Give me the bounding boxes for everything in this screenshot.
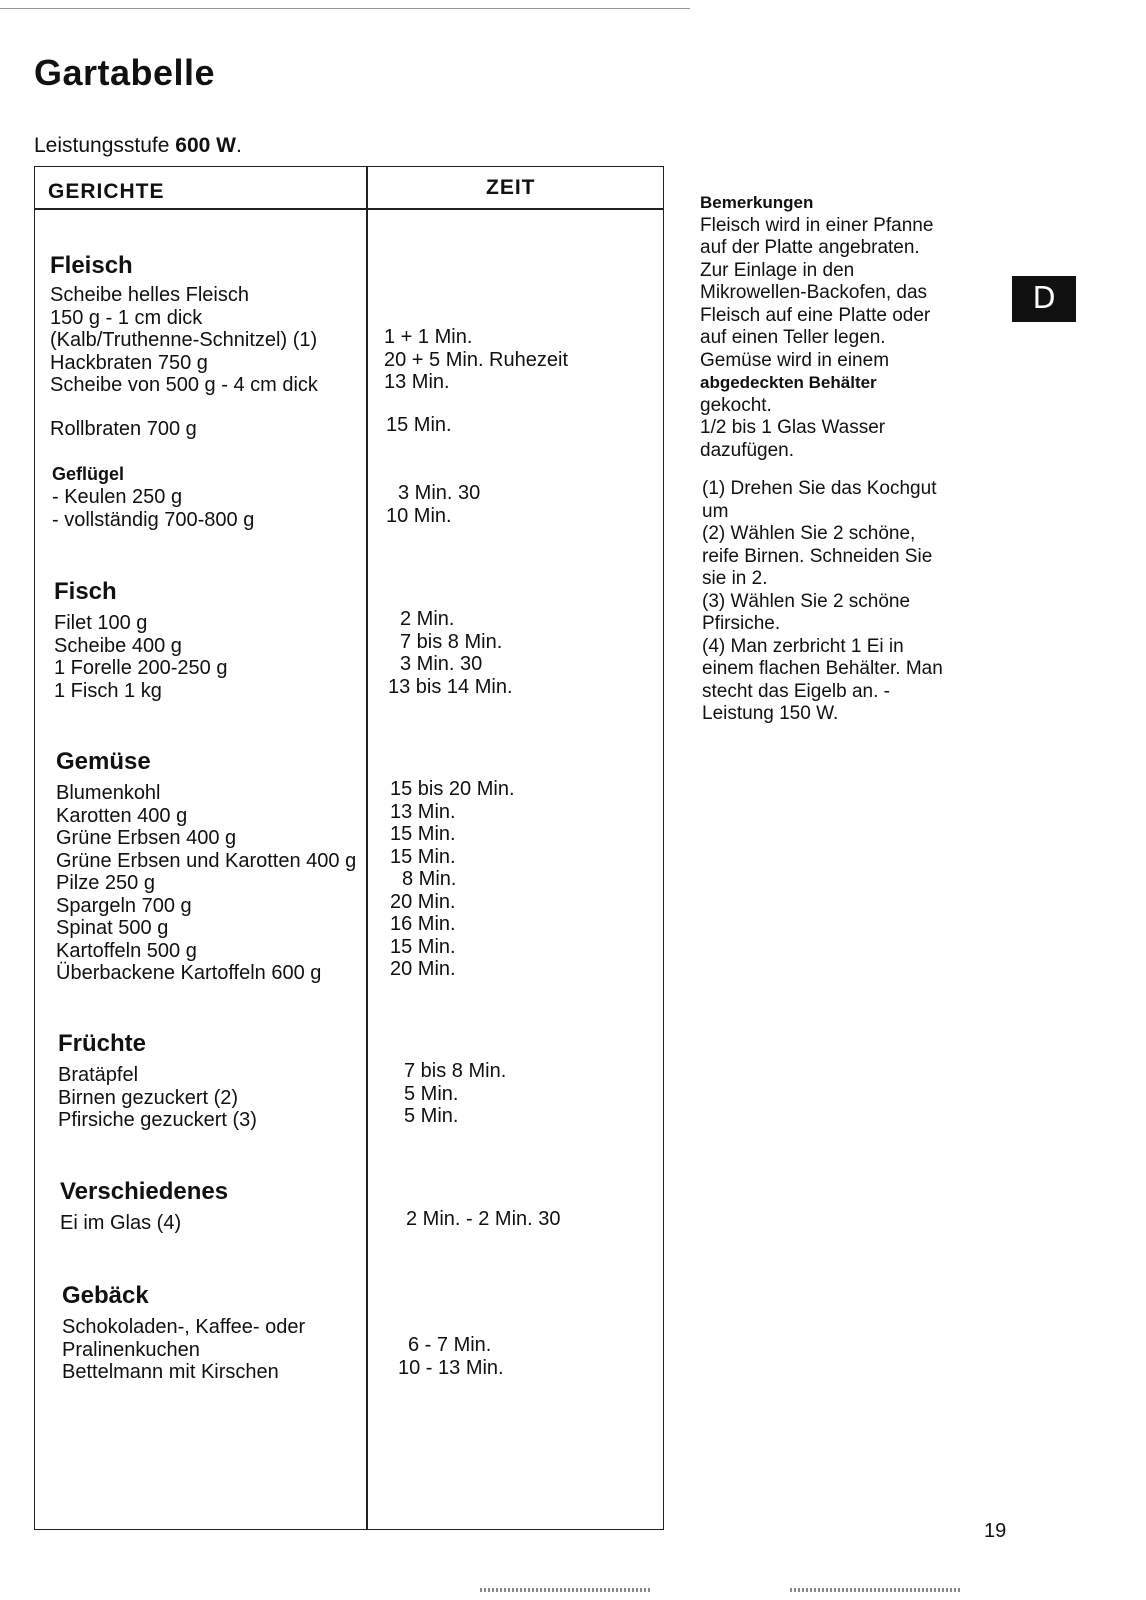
note-line: 1/2 bis 1 Glas Wasser — [700, 417, 886, 438]
footnote-line: sie in 2. — [702, 568, 768, 589]
time-line: 20 Min. — [390, 890, 456, 913]
dish-line: Grüne Erbsen und Karotten 400 g — [56, 849, 357, 872]
section-title-fleisch: Fleisch — [50, 252, 133, 279]
dish-line: Blumenkohl — [56, 782, 161, 804]
dish-line: 1 Forelle 200-250 g — [54, 657, 228, 679]
section-title-gefluegel: Geflügel — [52, 464, 125, 484]
dish-line: 150 g - 1 cm dick — [50, 306, 203, 329]
section-fleisch-times — [384, 326, 568, 394]
section-title-verschiedenes: Verschiedenes — [60, 1178, 229, 1205]
section-gefluegel-times — [386, 482, 480, 527]
footnote-line: Leistung 150 W. — [702, 703, 839, 724]
dish-line: Scheibe von 500 g - 4 cm dick — [50, 374, 318, 396]
section-gemuese-dishes — [56, 782, 356, 985]
time-line: 13 bis 14 Min. — [388, 675, 513, 698]
footnote-line: einem flachen Behälter. Man — [702, 658, 943, 679]
time-line: 13 Min. — [384, 371, 450, 393]
notes-block — [700, 192, 933, 462]
section-gefluegel-dishes — [52, 486, 254, 531]
dish-line: - Keulen 250 g — [52, 486, 183, 508]
note-line: Fleisch auf eine Platte oder — [700, 304, 931, 326]
dish-line: Spinat 500 g — [56, 917, 169, 939]
time-line: 20 Min. — [390, 958, 456, 980]
section-gebaeck-times — [398, 1334, 504, 1379]
dish-line: Bratäpfel — [58, 1064, 139, 1086]
dish-line: Bettelmann mit Kirschen — [62, 1361, 279, 1383]
section-fleisch-dishes — [50, 284, 318, 397]
time-line: 15 Min. — [390, 823, 456, 845]
section-title-fruechte: Früchte — [58, 1030, 147, 1057]
section-fruechte-times — [404, 1060, 506, 1128]
time-line: 2 Min. - 2 Min. 30 — [406, 1208, 561, 1230]
time-line: 15 bis 20 Min. — [390, 778, 515, 800]
language-tab: D — [1012, 276, 1076, 322]
time-line: 5 Min. — [404, 1082, 459, 1105]
time-line: 2 Min. — [400, 608, 455, 630]
footnote-line: (4) Man zerbricht 1 Ei in — [702, 635, 904, 657]
dish-line: Karotten 400 g — [56, 804, 188, 827]
dish-line: Rollbraten 700 g — [50, 418, 197, 440]
time-line: 7 bis 8 Min. — [400, 630, 503, 653]
dish-line: Pfirsiche gezuckert (3) — [58, 1109, 257, 1131]
time-line: 10 Min. — [386, 504, 452, 527]
section-title-gebaeck: Gebäck — [62, 1282, 149, 1309]
section-fruechte-dishes — [58, 1064, 257, 1132]
col-header-time: ZEIT — [486, 176, 536, 199]
table-header-rule — [34, 208, 664, 210]
footnotes-block — [702, 478, 943, 726]
footnote-line: (3) Wählen Sie 2 schöne — [702, 590, 911, 612]
section-fisch-times — [388, 608, 513, 698]
power-level: Leistungsstufe 600 W. — [34, 134, 242, 157]
dish-line: Spargeln 700 g — [56, 894, 192, 917]
dish-line: (Kalb/Truthenne-Schnitzel) (1) — [50, 329, 318, 351]
note-line: gekocht. — [700, 394, 772, 416]
dish-line: - vollständig 700-800 g — [52, 508, 255, 531]
dish-line: Pralinenkuchen — [62, 1338, 200, 1361]
table-column-divider — [366, 166, 368, 1530]
col-header-dishes: GERICHTE — [48, 180, 165, 203]
time-line: 6 - 7 Min. — [408, 1334, 492, 1356]
dish-line: Schokoladen-, Kaffee- oder — [62, 1316, 306, 1338]
page-title: Gartabelle — [34, 52, 216, 93]
footnote-line: (2) Wählen Sie 2 schöne, — [702, 523, 916, 544]
footnote-line: (1) Drehen Sie das Kochgut — [702, 478, 937, 499]
time-line: 5 Min. — [404, 1105, 459, 1127]
note-line: dazufügen. — [700, 439, 795, 461]
time-line: 7 bis 8 Min. — [404, 1060, 507, 1082]
note-line: Zur Einlage in den — [700, 259, 855, 281]
section-gemuese-times — [390, 778, 515, 981]
dish-line: Kartoffeln 500 g — [56, 939, 197, 962]
dish-line: Scheibe helles Fleisch — [50, 284, 249, 306]
dish-line: Überbackene Kartoffeln 600 g — [56, 962, 322, 984]
footnote-line: stecht das Eigelb an. - — [702, 680, 890, 702]
dish-line: Scheibe 400 g — [54, 634, 182, 657]
dish-line: Hackbraten 750 g — [50, 351, 208, 374]
footnote-line: um — [702, 500, 729, 522]
time-line: 10 - 13 Min. — [398, 1356, 504, 1379]
notes-heading: Bemerkungen — [700, 193, 814, 212]
section-title-fisch: Fisch — [54, 578, 117, 605]
footnote-line: Pfirsiche. — [702, 613, 781, 634]
power-value: 600 W — [175, 134, 236, 157]
time-line: 13 Min. — [390, 800, 456, 823]
note-line-bold: abgedeckten Behälter — [700, 373, 877, 392]
note-line: Gemüse wird in einem — [700, 349, 890, 371]
section-gebaeck-dishes — [62, 1316, 305, 1384]
dish-line: 1 Fisch 1 kg — [54, 679, 162, 702]
time-line: 3 Min. 30 — [398, 482, 481, 504]
time-line: 15 Min. — [386, 414, 452, 436]
note-line: Fleisch wird in einer Pfanne — [700, 214, 934, 236]
section-title-gemuese: Gemüse — [56, 748, 151, 775]
time-line: 16 Min. — [390, 913, 456, 935]
time-line: 1 + 1 Min. — [384, 326, 473, 348]
time-line: 15 Min. — [390, 935, 456, 958]
top-rule — [0, 8, 690, 9]
section-fisch-dishes — [54, 612, 227, 702]
note-line: Mikrowellen-Backofen, das — [700, 282, 928, 303]
note-line: auf einen Teller legen. — [700, 327, 886, 348]
time-line: 20 + 5 Min. Ruhezeit — [384, 348, 568, 371]
dish-line: Filet 100 g — [54, 612, 148, 634]
time-line: 15 Min. — [390, 845, 456, 868]
scan-artifact — [480, 1588, 650, 1592]
time-line: 8 Min. — [402, 868, 457, 890]
scan-artifact — [790, 1588, 960, 1592]
dish-line: Grüne Erbsen 400 g — [56, 827, 237, 849]
time-line: 3 Min. 30 — [400, 653, 483, 675]
dish-line: Birnen gezuckert (2) — [58, 1086, 239, 1109]
page-number: 19 — [984, 1520, 1007, 1542]
note-line: auf der Platte angebraten. — [700, 237, 920, 258]
footnote-line: reife Birnen. Schneiden Sie — [702, 545, 933, 567]
dish-line: Ei im Glas (4) — [60, 1212, 182, 1234]
dish-line: Pilze 250 g — [56, 872, 155, 894]
